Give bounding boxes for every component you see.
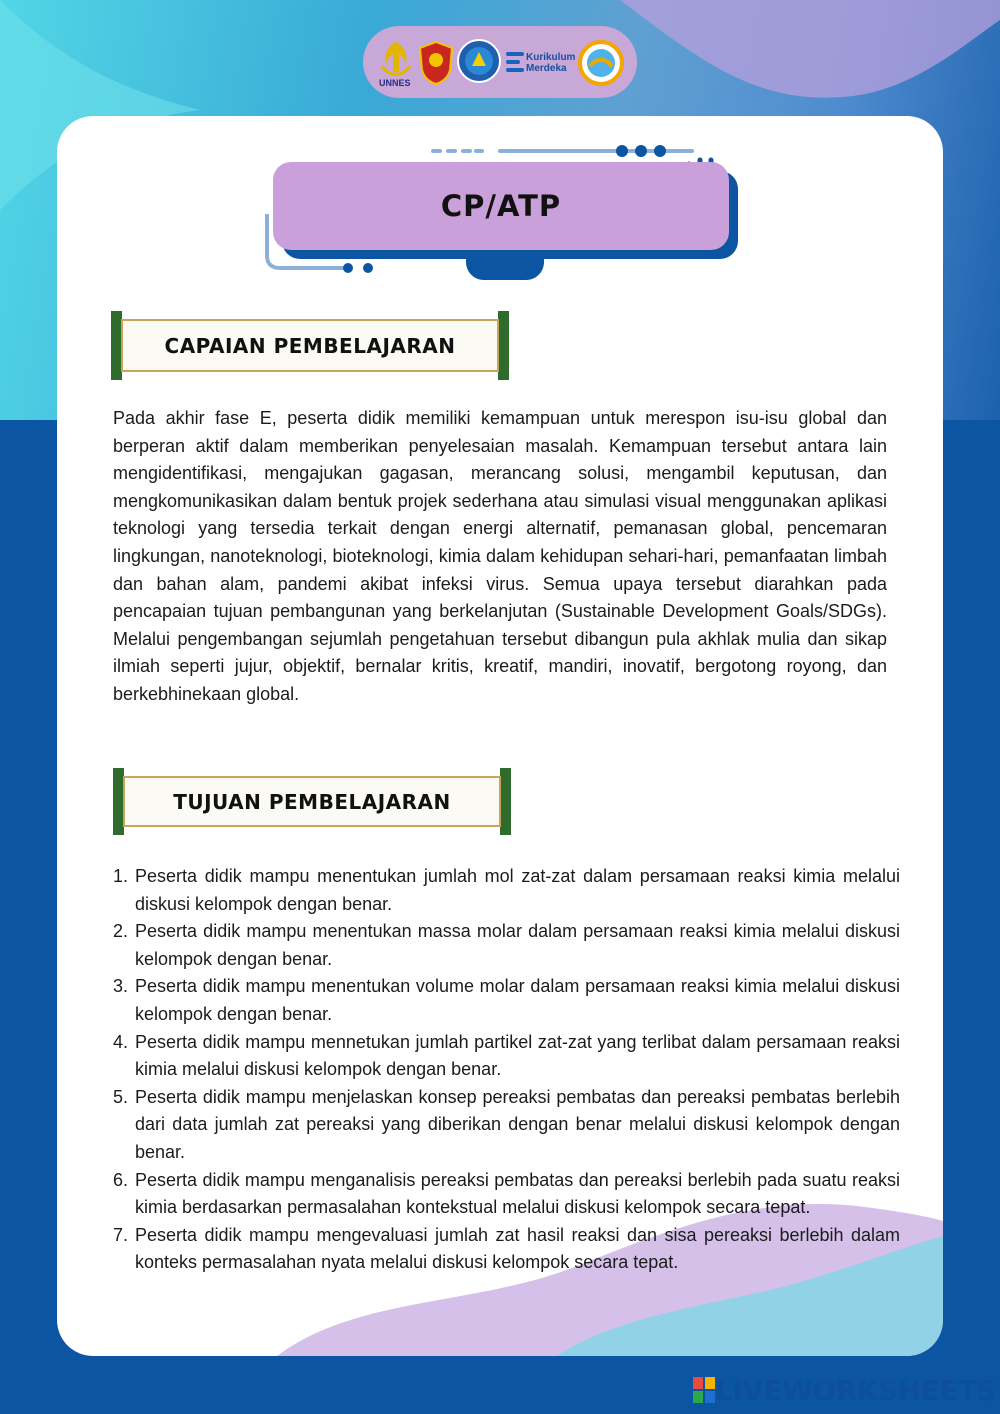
heading-bar-right bbox=[500, 768, 511, 835]
list-item: 2. Peserta didik mampu menentukan massa molar dalam persamaan reaksi kimia melalui diskusi kelompok dengan benar. bbox=[113, 921, 900, 969]
unnes-logo-text: UNNES bbox=[379, 78, 411, 88]
list-item: 5. Peserta didik mampu menjelaskan konsep pereaksi pembatas dan pereaksi pembatas berlebih dari data jumlah zat pereaksi yang diberikan dengan benar melalui diskusi kelompok dengan benar. bbox=[113, 1086, 900, 1162]
liveworksheets-watermark[interactable] bbox=[693, 1373, 996, 1407]
liveworksheets-text: LIVEWORKSHEETS bbox=[715, 1373, 997, 1407]
heading-bar-right bbox=[498, 311, 509, 380]
title-decorations bbox=[0, 0, 1000, 300]
heading-inner bbox=[123, 776, 501, 827]
capaian-paragraph: Pada akhir fase E, peserta didik memiliki kemampuan untuk merespon isu-isu global dan berperan aktif dalam memberikan penyelesaian masalah. Kemampuan tersebut antara lain mengidentifikasi, mengajukan gagasan, merancang solusi, mengambil keputusan, dan mengkomunikasikan dalam bentuk projek sederhana atau simulasi visual menggunakan aplikasi teknologi yang tersedia terkait dengan energi alternatif, pemanasan global, pencemaran lingkungan, nanoteknologi, bioteknologi, kimia dalam kehidupan sehari-hari, pemanfaatan limbah dan bahan alam, pandemi akibat infeksi virus. Semua upaya tersebut diarahkan pada pencapaian tujuan pembangunan yang berkelanjutan (Sustainable Development Goals/SDGs). Melalui pengembangan sejumlah pengetahuan tersebut dibangun pula akhlak mulia dan sikap ilmiah seperti jujur, objektif, bernalar kritis, kreatif, mandiri, inovatif, bergotong royong, dan berkebhinekaan global. bbox=[113, 408, 887, 704]
list-item: 4. Peserta didik mampu mennetukan jumlah partikel zat-zat yang terlibat dalam persamaan reaksi kimia melalui diskusi kelompok dengan benar. bbox=[113, 1031, 900, 1080]
tujuan-heading-box bbox=[113, 768, 511, 835]
capaian-heading: CAPAIAN PEMBELAJARAN bbox=[164, 333, 456, 358]
page-title-box bbox=[273, 162, 729, 250]
list-item: 6. Peserta didik mampu menganalisis pereaksi pembatas dan pereaksi berlebih pada suatu reaksi kimia berdasarkan permasalahan kontekstual melalui diskusi kelompok secara tepat. bbox=[113, 1169, 900, 1218]
kurikulum-merdeka-text: Kurikulum Merdeka bbox=[526, 52, 576, 74]
list-item: 3. Peserta didik mampu menentukan volume molar dalam persamaan reaksi kimia melalui diskusi kelompok dengan benar. bbox=[113, 976, 900, 1024]
learning-objectives-list bbox=[113, 863, 900, 1277]
page-title: CP/ATP bbox=[440, 189, 562, 223]
tujuan-heading: TUJUAN PEMBELAJARAN bbox=[173, 789, 451, 814]
liveworksheets-logo-icon bbox=[693, 1377, 715, 1403]
list-item: 1. Peserta didik mampu menentukan jumlah mol zat-zat dalam persamaan reaksi kimia melalui diskusi kelompok dengan benar. bbox=[113, 866, 900, 914]
heading-inner bbox=[121, 319, 499, 372]
capaian-heading-box bbox=[111, 311, 509, 380]
list-item: 7. Peserta didik mampu mengevaluasi jumlah zat hasil reaksi dan sisa pereaksi berlebih dalam konteks permasalahan nyata melalui diskusi kelompok secara tepat. bbox=[113, 1224, 900, 1273]
